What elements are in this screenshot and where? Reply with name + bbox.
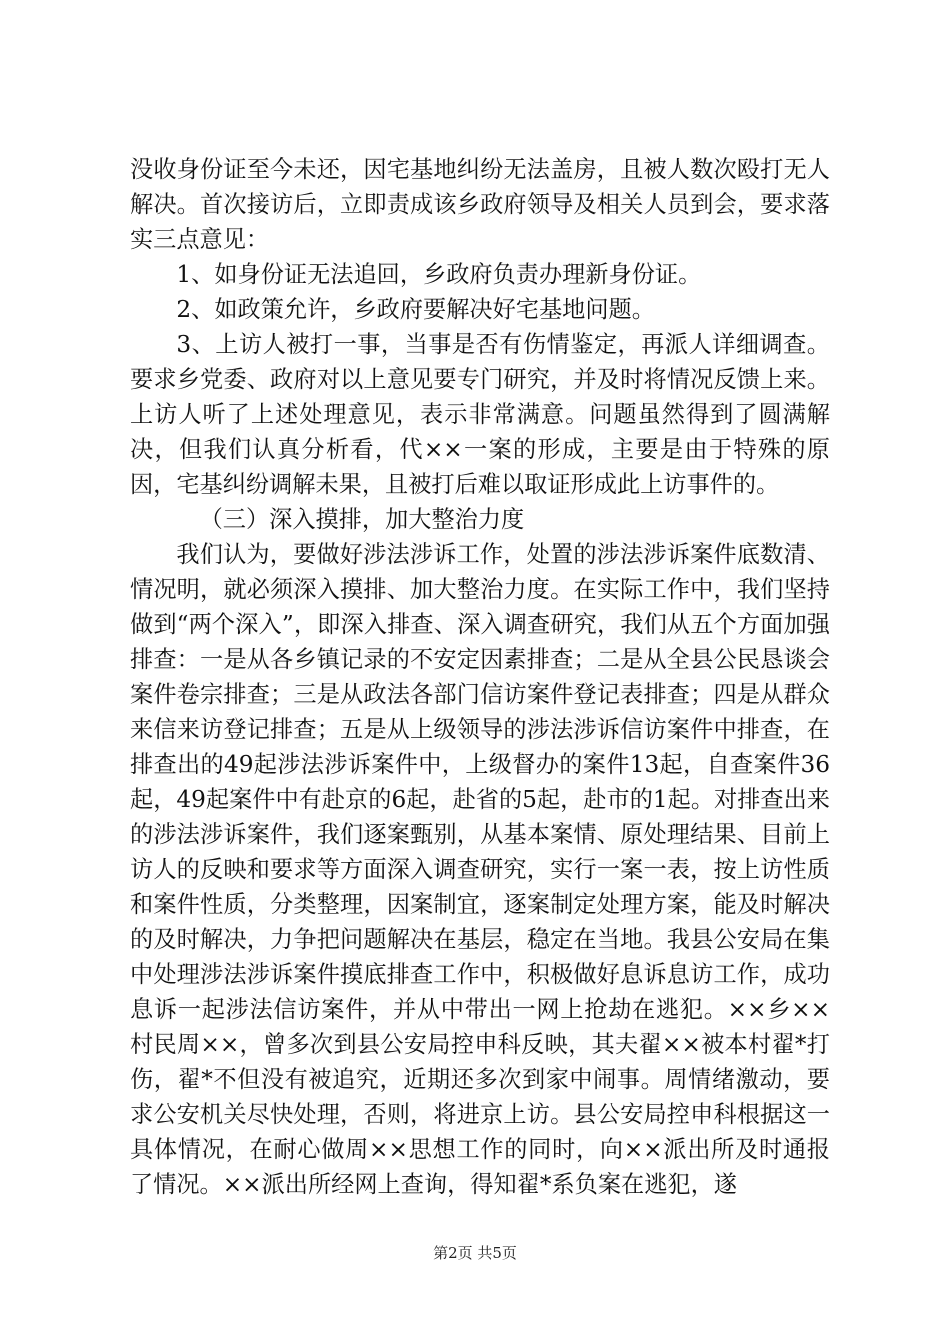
document-body: [130, 152, 830, 1202]
section-heading: （三）深入摸排，加大整治力度: [199, 506, 525, 533]
paragraph-continuation: 没收身份证至今未还，因宅基地纠纷无法盖房，且被人数次殴打无人解决。首次接访后，立即责成该乡政府领导及相关人员到会，要求落实三点意见：: [130, 156, 830, 253]
paragraph-item-3: 3、上访人被打一事，当事是否有伤情鉴定，再派人详细调查。要求乡党委、政府对以上意见要专门研究，并及时将情况反馈上来。上访人听了上述处理意见，表示非常满意。问题虽然得到了圆满解决，但我们认真分析看，代××一案的形成，主要是由于特殊的原因，宅基纠纷调解未果，且被打后难以取证形成此上访事件的。: [130, 331, 830, 498]
paragraph-item-1: 1、如身份证无法追回，乡政府负责办理新身份证。: [176, 261, 702, 288]
page-number-footer: 第2页 共5页: [433, 1244, 517, 1262]
paragraph-item-2: 2、如政策允许，乡政府要解决好宅基地问题。: [176, 296, 655, 323]
paragraph-body: 我们认为，要做好涉法涉诉工作，处置的涉法涉诉案件底数清、情况明，就必须深入摸排、加大整治力度。在实际工作中，我们坚持做到“两个深入”，即深入排查、深入调查研究，我们从五个方面加强排查：一是从各乡镇记录的不安定因素排查；二是从全县公民恳谈会案件卷宗排查；三是从政法各部门信访案件登记表排查；四是从群众来信来访登记排查；五是从上级领导的涉法涉诉信访案件中排查，在排查出的49起涉法涉诉案件中，上级督办的案件13起，自查案件36起，49起案件中有赴京的6起，赴省的5起，赴市的1起。对排查出来的涉法涉诉案件，我们逐案甄别，从基本案情、原处理结果、目前上访人的反映和要求等方面深入调查研究，实行一案一表，按上访性质和案件性质，分类整理，因案制宜，逐案制定处理方案，能及时解决的及时解决，力争把问题解决在基层，稳定在当地。我县公安局在集中处理涉法涉诉案件摸底排查工作中，积极做好息诉息访工作，成功息诉一起涉法信访案件，并从中带出一网上抢劫在逃犯。××乡××村民周××，曾多次到县公安局控申科反映，其夫翟××被本村翟*打伤，翟*不但没有被追究，近期还多次到家中闹事。周情绪激动，要求公安机关尽快处理，否则，将进京上访。县公安局控申科根据这一具体情况，在耐心做周××思想工作的同时，向××派出所及时通报了情况。××派出所经网上查询，得知翟*系负案在逃犯，遂: [130, 541, 830, 1198]
